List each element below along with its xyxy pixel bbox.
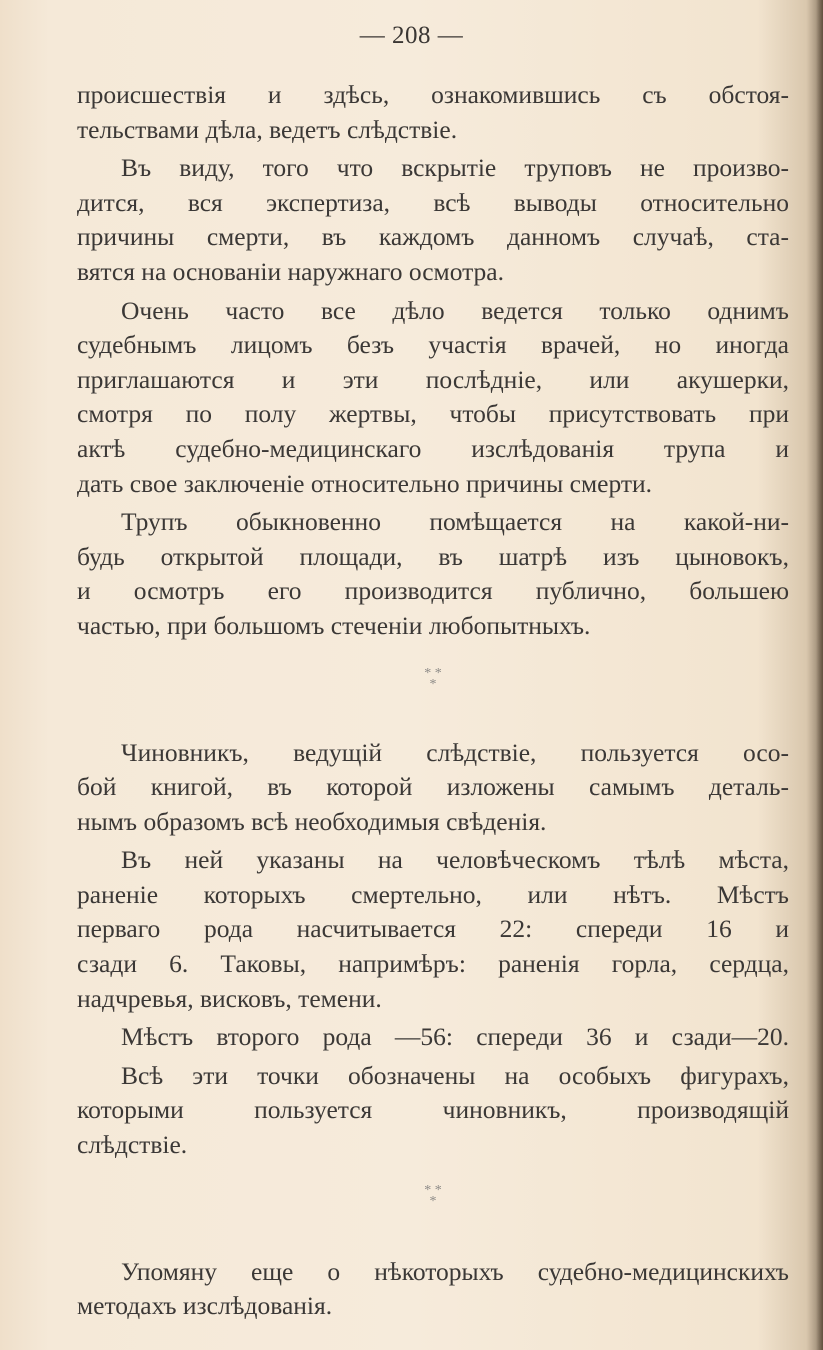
text-line: тельствами дѣла, ведетъ слѣдствіе. xyxy=(77,114,458,144)
paragraph xyxy=(77,1020,789,1055)
text-line: смотря по полу жертвы, чтобы присутствовать при xyxy=(77,399,789,429)
separator-star-bottom: * xyxy=(429,1193,437,1209)
text-line: приглашаются и эти послѣдніе, или акушерки, xyxy=(77,364,789,394)
text-line: дать свое заключеніе относительно причины смерти. xyxy=(77,468,653,498)
text-line: дится, вся экспертиза, всѣ выводы относительно xyxy=(77,187,789,217)
text-line: которыми пользуется чиновникъ, производящій xyxy=(77,1095,789,1125)
paragraph xyxy=(77,78,789,147)
paragraph xyxy=(77,294,789,502)
text-line: надчревья, висковъ, темени. xyxy=(77,983,382,1013)
body-text xyxy=(77,78,789,1324)
text-line: Всѣ эти точки обозначены на особыхъ фигурахъ, xyxy=(121,1060,789,1090)
text-line: бой книгой, въ которой изложены самымъ деталь- xyxy=(77,772,789,802)
paragraph xyxy=(77,1255,789,1324)
text-line: перваго рода насчитывается 22: спереди 16 и xyxy=(77,914,789,944)
paragraph xyxy=(77,505,789,643)
separator-stars-top: * * xyxy=(424,665,442,681)
paragraph xyxy=(77,151,789,289)
text-line: происшествія и здѣсь, ознакомившись съ обстоя- xyxy=(77,80,789,109)
text-line: судебнымъ лицомъ безъ участія врачей, но иногда xyxy=(77,330,789,360)
text-line: сзади 6. Таковы, напримѣръ: раненія горла, сердца, xyxy=(77,949,789,979)
text-line: раненіе которыхъ смертельно, или нѣтъ. Мѣстъ xyxy=(77,879,789,909)
text-line: нымъ образомъ всѣ необходимыя свѣденія. xyxy=(77,806,547,836)
text-line: методахъ изслѣдованія. xyxy=(77,1291,333,1321)
separator-star-bottom: * xyxy=(429,676,437,692)
text-line: актѣ судебно-медицинскаго изслѣдованія трупа и xyxy=(77,433,789,463)
text-line: частью, при большомъ стеченіи любопытныхъ. xyxy=(77,610,591,640)
text-line: вятся на основаніи наружнаго осмотра. xyxy=(77,256,505,286)
paragraph xyxy=(77,843,789,1016)
text-line: Въ виду, того что вскрытіе труповъ не произво- xyxy=(121,153,789,183)
text-line: будь открытой площади, въ шатрѣ изъ цыновокъ, xyxy=(77,541,789,571)
section-separator xyxy=(77,665,789,702)
text-line: причины смерти, въ каждомъ данномъ случаѣ, ста- xyxy=(77,222,789,252)
text-line: Упомяну еще о нѣкоторыхъ судебно-медицинскихъ xyxy=(121,1256,789,1286)
text-line: и осмотръ его производится публично, большею xyxy=(77,576,789,606)
text-line: слѣдствіе. xyxy=(77,1130,188,1160)
page-edge-shadow xyxy=(816,0,823,1350)
paragraph xyxy=(77,736,789,840)
separator-stars-top: * * xyxy=(424,1182,442,1198)
text-line: Очень часто все дѣло ведется только однимъ xyxy=(121,295,789,325)
text-line: Мѣстъ второго рода —56: спереди 36 и сзади—20. xyxy=(121,1022,789,1052)
paragraph xyxy=(77,1059,789,1163)
text-line: Чиновникъ, ведущій слѣдствіе, пользуется осо- xyxy=(121,737,789,767)
text-line: Въ ней указаны на человѣческомъ тѣлѣ мѣста, xyxy=(121,845,789,875)
text-line: Трупъ обыкновенно помѣщается на какой-ни- xyxy=(121,507,789,537)
page-number: — 208 — xyxy=(359,22,464,49)
section-separator xyxy=(77,1182,789,1219)
